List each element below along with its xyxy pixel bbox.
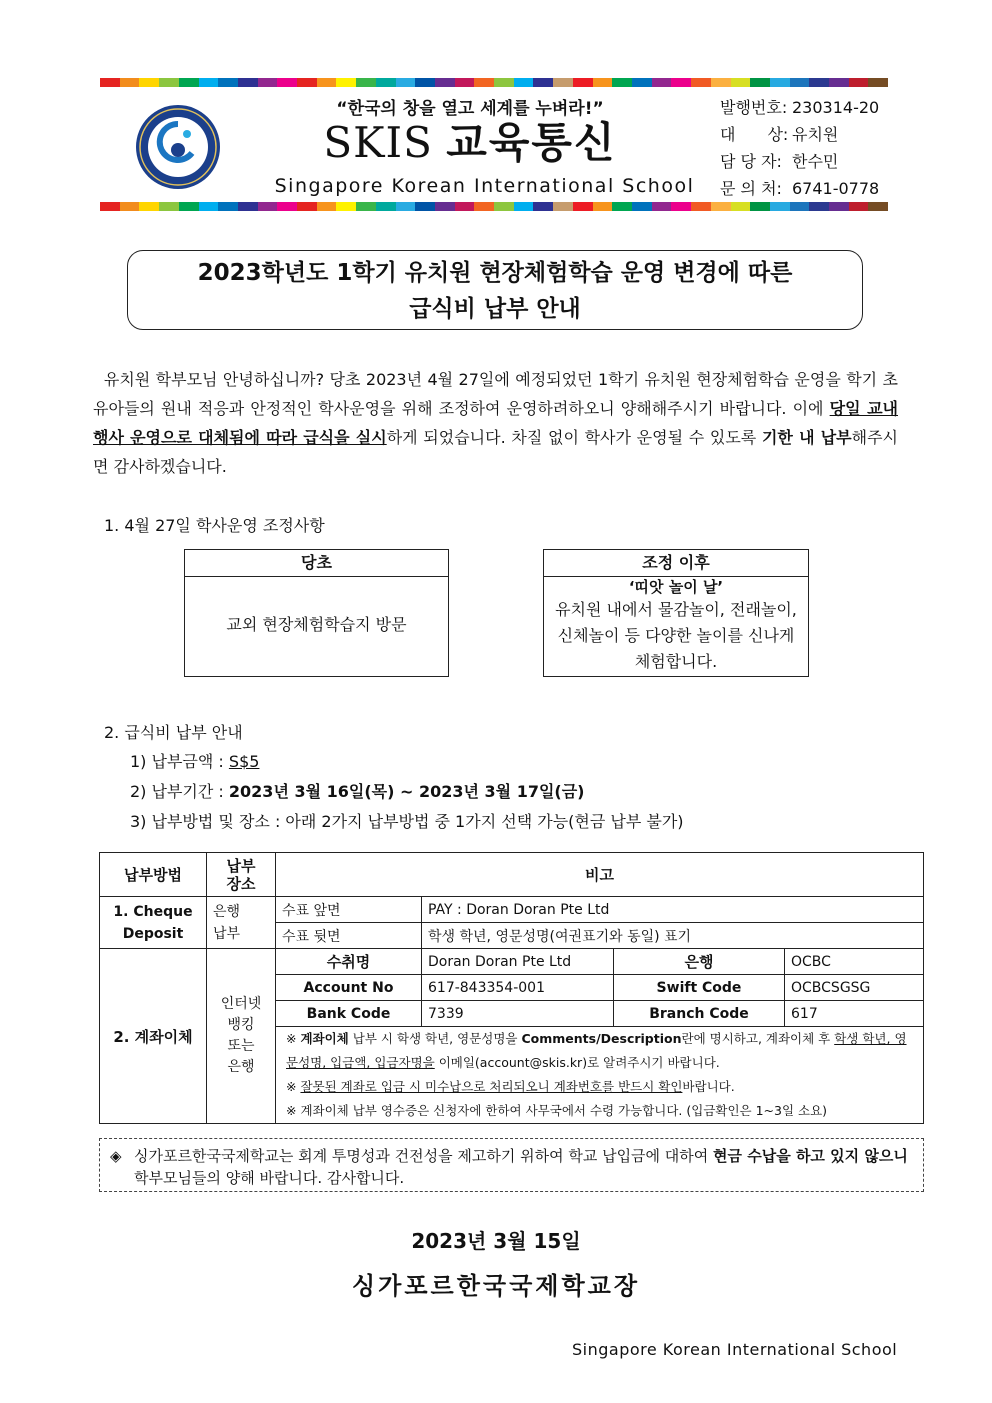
meta-row: 대 상: 유치원	[720, 125, 839, 144]
signature: 싱가포르한국국제학교장	[351, 1272, 641, 1300]
stripe-segment	[494, 78, 514, 87]
stripe-segment	[218, 202, 238, 211]
stripe-segment	[474, 78, 494, 87]
meta-row: 담 당 자: 한수민	[720, 152, 839, 171]
section-1-heading: 1. 4월 27일 학사운영 조정사항	[104, 516, 325, 535]
stripe-segment	[790, 202, 810, 211]
payment-amount: 1) 납부금액 : S$5	[130, 752, 260, 771]
stripe-segment	[218, 78, 238, 87]
stripe-segment	[533, 78, 553, 87]
masthead-title	[270, 114, 670, 172]
stripe-segment	[376, 78, 396, 87]
stripe-segment	[238, 202, 258, 211]
notice-box: ◈ 싱가포르한국국제학교는 회계 투명성과 건전성을 제고하기 위하여 학교 납입금에 대하여 현금 수납을 하고 있지 않으니 학부모님들의 양해 바랍니다. 감사합니다.	[99, 1138, 924, 1192]
top-color-stripe	[100, 78, 888, 87]
table-row: 수표 뒷면 학생 학년, 영문성명(여권표기와 동일) 표기	[100, 923, 924, 949]
stripe-segment	[573, 78, 593, 87]
title-line-1: 2023학년도 1학기 유치원 현장체험학습 운영 변경에 따른	[197, 260, 793, 286]
stripe-segment	[179, 202, 199, 211]
school-logo-emblem	[135, 104, 221, 190]
stripe-segment	[770, 78, 790, 87]
school-name: Singapore Korean International School	[274, 175, 695, 197]
stripe-segment	[277, 78, 297, 87]
before-header: 당초	[185, 550, 448, 577]
stripe-segment	[317, 202, 337, 211]
stripe-segment	[533, 202, 553, 211]
stripe-segment	[199, 202, 219, 211]
table-row: 1. Cheque Deposit 은행 납부 수표 앞면 PAY : Doran Doran Pte Ltd	[100, 897, 924, 923]
meta-row: 문 의 처: 6741-0778	[720, 179, 880, 198]
footer-school-name: Singapore Korean International School	[572, 1340, 898, 1359]
stripe-segment	[258, 202, 278, 211]
stripe-segment	[711, 78, 731, 87]
table-row: Bank Code 7339 Branch Code 617	[100, 1001, 924, 1027]
after-box	[543, 549, 809, 677]
stripe-segment	[258, 78, 278, 87]
before-body: 교외 현장체험학습지 방문	[226, 615, 407, 634]
stripe-segment	[139, 78, 159, 87]
stripe-segment	[652, 202, 672, 211]
stripe-segment	[553, 78, 573, 87]
stripe-segment	[415, 202, 435, 211]
stripe-segment	[376, 202, 396, 211]
stripe-segment	[415, 78, 435, 87]
stripe-segment	[297, 78, 317, 87]
stripe-segment	[494, 202, 514, 211]
stripe-segment	[632, 202, 652, 211]
stripe-segment	[199, 78, 219, 87]
payment-table	[99, 852, 924, 1124]
stripe-segment	[868, 202, 888, 211]
issue-meta	[720, 94, 879, 202]
bottom-color-stripe	[100, 202, 888, 211]
stripe-segment	[356, 202, 376, 211]
stripe-segment	[750, 202, 770, 211]
highlight-text: 당일 교내 행사 운영으로 대체됨에 따라 급식을 실시	[93, 399, 898, 447]
after-body: 유치원 내에서 물감놀이, 전래놀이, 신체놀이 등 다양한 놀이를 신나게 체험합니다.	[555, 600, 797, 671]
stripe-segment	[809, 78, 829, 87]
stripe-segment	[396, 202, 416, 211]
stripe-segment	[100, 78, 120, 87]
stripe-segment	[336, 78, 356, 87]
intro-paragraph: 유치원 학부모님 안녕하십니까? 당초 2023년 4월 27일에 예정되었던 1학기 유치원 현장체험학습 운영을 학기 초 유아들의 원내 적응과 안정적인 학사운영을 위해 조정하여 운영하려하오니 양해해주시기 바랍니다. 이에 당일 교내 행사 운영으로 대체됨에 따라 급식을 실시하게 되었습니다. 차질 없이 학사가 운영될 수 있도록 기한 내 납부해주시면 감사하겠습니다.	[93, 370, 899, 476]
stripe-segment	[100, 202, 120, 211]
stripe-segment	[238, 78, 258, 87]
stripe-segment	[120, 78, 140, 87]
table-row: Account No 617-843354-001 Swift Code OCBCSGSG	[100, 975, 924, 1001]
stripe-segment	[356, 78, 376, 87]
after-header: 조정 이후	[544, 550, 808, 577]
before-box	[184, 549, 449, 677]
stripe-segment	[179, 78, 199, 87]
stripe-segment	[849, 202, 869, 211]
after-title: ‘띠앗 놀이 날’	[628, 578, 724, 596]
stripe-segment	[671, 202, 691, 211]
stripe-segment	[711, 202, 731, 211]
stripe-segment	[790, 78, 810, 87]
stripe-segment	[297, 202, 317, 211]
stripe-segment	[868, 78, 888, 87]
stripe-segment	[455, 202, 475, 211]
stripe-segment	[849, 78, 869, 87]
table-row: 2. 계좌이체 인터넷 뱅킹 또는 은행 수취명 Doran Doran Pte Ltd 은행 OCBC	[100, 949, 924, 975]
stripe-segment	[474, 202, 494, 211]
stripe-segment	[593, 78, 613, 87]
meta-row: 발행번호: 230314-20	[720, 98, 880, 117]
stripe-segment	[159, 202, 179, 211]
payment-period: 2) 납부기간 : 2023년 3월 16일(목) ~ 2023년 3월 17일(금)	[130, 782, 585, 801]
stripe-segment	[652, 78, 672, 87]
stripe-segment	[435, 78, 455, 87]
stripe-segment	[573, 202, 593, 211]
stripe-segment	[632, 78, 652, 87]
stripe-segment	[612, 78, 632, 87]
stripe-segment	[455, 78, 475, 87]
highlight-text: 기한 내 납부	[761, 428, 852, 447]
section-2-heading: 2. 급식비 납부 안내	[104, 723, 243, 742]
stripe-segment	[612, 202, 632, 211]
document-title	[127, 250, 863, 330]
masthead-latin: SKIS	[323, 118, 433, 167]
stripe-segment	[514, 78, 534, 87]
table-row: ※ 계좌이체 납부 시 학생 학년, 영문성명을 Comments/Description란에 명시하고, 계좌이체 후 학생 학년, 영문성명, 입금액, 입금자명을 이메일(account@skis.kr)로 알려주시기 바랍니다. ※ 잘못된 계좌로 입금 시 미수납으로 처리되오니 계좌번호를 반드시 확인바랍니다. ※ 계좌이체 납부 영수증은 신청자에 한하여 사무국에서 수령 가능합니다. (입금확인은 1~3일 소요)	[100, 1027, 924, 1124]
stripe-segment	[396, 78, 416, 87]
stripe-segment	[553, 202, 573, 211]
stripe-segment	[691, 202, 711, 211]
stripe-segment	[514, 202, 534, 211]
issue-date: 2023년 3월 15일	[411, 1229, 581, 1253]
stripe-segment	[336, 202, 356, 211]
stripe-segment	[731, 78, 751, 87]
stripe-segment	[809, 202, 829, 211]
stripe-segment	[120, 202, 140, 211]
stripe-segment	[691, 78, 711, 87]
stripe-segment	[829, 202, 849, 211]
payment-method: 3) 납부방법 및 장소 : 아래 2가지 납부방법 중 1가지 선택 가능(현금 납부 불가)	[130, 812, 684, 831]
title-line-2: 급식비 납부 안내	[409, 296, 581, 322]
stripe-segment	[731, 202, 751, 211]
stripe-segment	[770, 202, 790, 211]
stripe-segment	[671, 78, 691, 87]
stripe-segment	[159, 78, 179, 87]
masthead-korean: 교육통신	[446, 118, 617, 167]
slogan: “한국의 창을 열고 세계를 누벼라!”	[336, 99, 604, 119]
stripe-segment	[829, 78, 849, 87]
stripe-segment	[277, 202, 297, 211]
stripe-segment	[593, 202, 613, 211]
stripe-segment	[139, 202, 159, 211]
diamond-bullet-icon: ◈	[110, 1147, 122, 1165]
stripe-segment	[750, 78, 770, 87]
table-header-row: 납부방법 납부 장소 비고	[100, 853, 924, 897]
stripe-segment	[317, 78, 337, 87]
stripe-segment	[435, 202, 455, 211]
